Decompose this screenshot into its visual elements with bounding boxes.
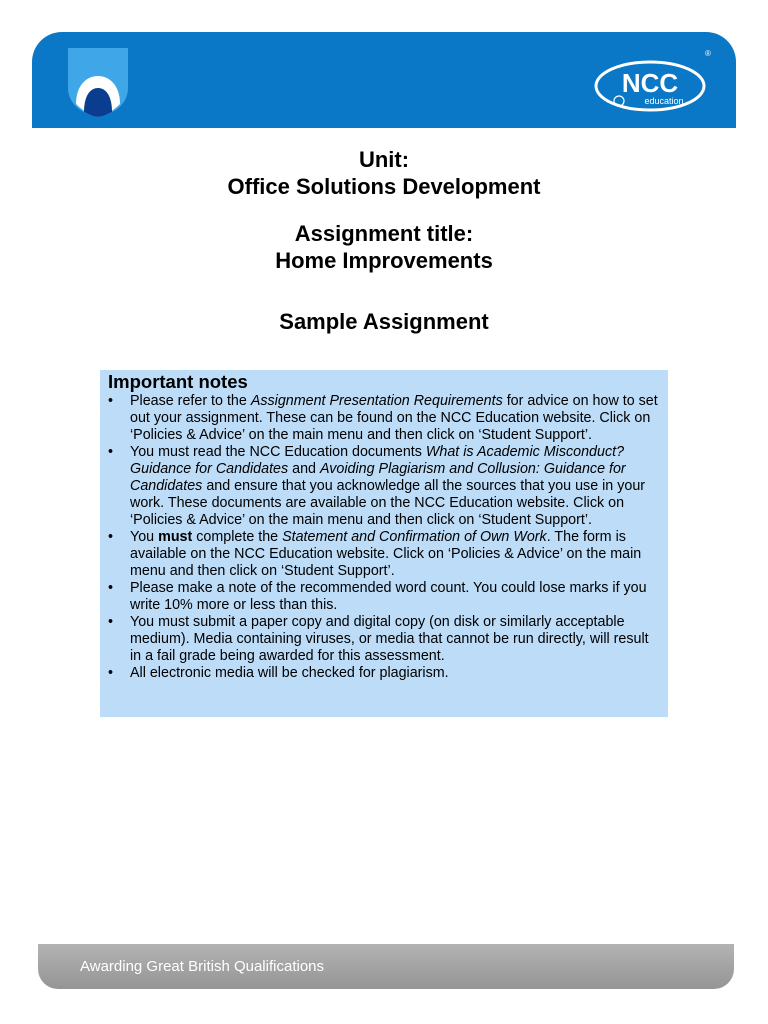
important-notes-box <box>100 370 668 717</box>
note-text: and <box>288 461 320 477</box>
note-item <box>108 529 660 580</box>
note-text: You <box>130 529 159 545</box>
note-text: Statement and Confirmation of Own Work <box>282 529 547 545</box>
ncc-education-logo <box>594 46 714 116</box>
note-text: Please refer to the <box>130 393 251 409</box>
note-item <box>108 580 660 614</box>
note-item <box>108 393 660 444</box>
note-text: Assignment Presentation Requirements <box>250 393 503 409</box>
assignment-title: Home Improvements <box>275 248 493 273</box>
note-item <box>108 614 660 665</box>
crest-logo-icon <box>66 46 130 118</box>
note-text: You must submit a paper copy and digital copy (on disk or similarly acceptable medium). Media containing viruses, or media that cannot be run directly, will result in a fail grade being awarded for this assessment. <box>130 614 649 664</box>
document-type: Sample Assignment <box>279 309 489 334</box>
note-text: must <box>158 529 193 545</box>
brand-text: NCC <box>621 68 679 98</box>
footer-tagline: Awarding Great British Qualifications <box>80 958 324 975</box>
header-banner <box>32 32 736 128</box>
note-text: and ensure that you acknowledge all the sources that you use in your work. These documents are available on the NCC Education website. Click on ‘Policies & Advice’ on the main menu and then click on ‘Student Support’. <box>130 478 646 528</box>
note-text: Avoiding Plagiarism and Collusion: Guidance for Candidates <box>130 461 626 494</box>
note-item <box>108 444 660 529</box>
note-text: What is Academic Misconduct? Guidance for Candidates <box>130 444 625 477</box>
trademark-symbol: ® <box>705 49 711 58</box>
unit-label: Unit: <box>358 147 410 172</box>
footer-band <box>38 944 734 989</box>
unit-name: Office Solutions Development <box>227 174 541 199</box>
note-text: Please make a note of the recommended word count. You could lose marks if you write 10% more or less than this. <box>130 580 647 613</box>
important-notes-heading: Important notes <box>108 371 248 392</box>
brand-subtext: education <box>644 96 684 106</box>
important-notes-list <box>108 393 660 682</box>
title-block <box>0 146 768 335</box>
assignment-title-label: Assignment title: <box>294 221 474 246</box>
note-text: . The form is available on the NCC Education website. Click on ‘Policies & Advice’ on the main menu and then click on ‘Student Support’. <box>130 529 642 579</box>
note-text: All electronic media will be checked for plagiarism. <box>130 665 449 681</box>
note-text: for advice on how to set out your assignment. These can be found on the NCC Education website. Click on ‘Policies & Advice’ on the main menu and then click on ‘Student Support’. <box>130 393 658 443</box>
note-item <box>108 665 660 682</box>
note-text: You must read the NCC Education documents <box>130 444 426 460</box>
note-text: complete the <box>192 529 283 545</box>
